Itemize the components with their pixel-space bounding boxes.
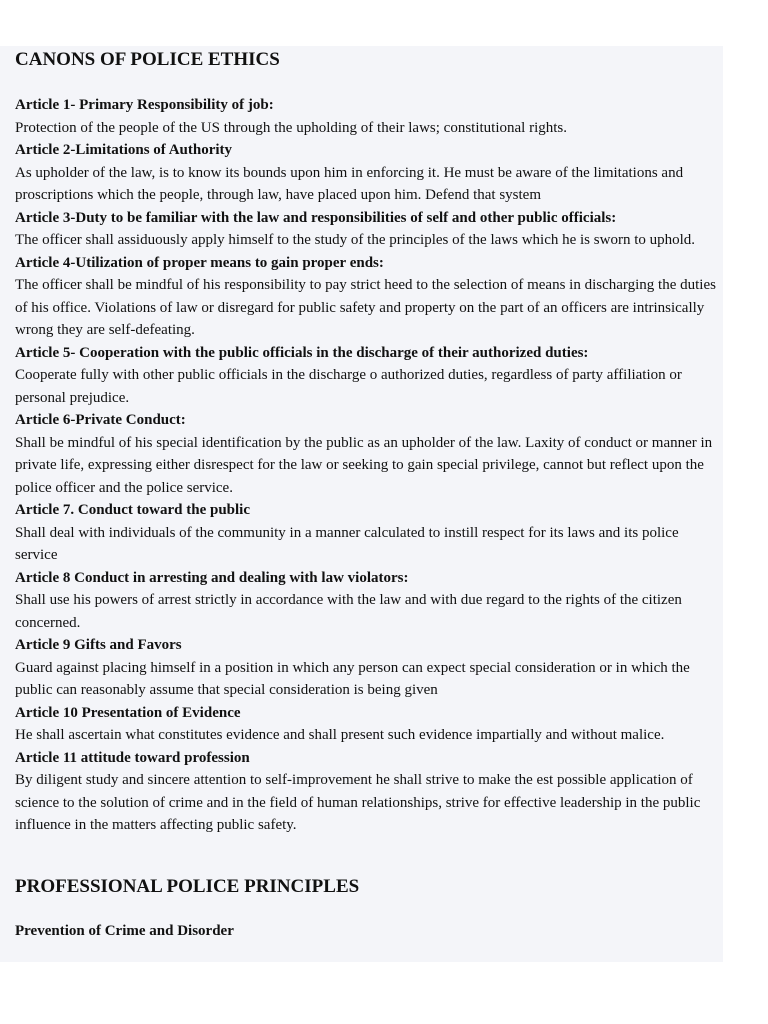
article-11 bbox=[15, 747, 722, 837]
article-8 bbox=[15, 567, 722, 635]
article-title: Article 3-Duty to be familiar with the law and responsibilities of self and other public officials: bbox=[15, 209, 617, 226]
articles-list bbox=[15, 94, 722, 837]
article-title: Article 6-Private Conduct: bbox=[15, 412, 186, 428]
article-9 bbox=[15, 634, 722, 702]
article-title: Article 4-Utilization of proper means to gain proper ends: bbox=[15, 254, 384, 271]
article-body: By diligent study and sincere attention to self-improvement he shall strive to make the est possible application of science to the solution of crime and in the field of human relationships, strive for effective leadership in the public influence in the matters affecting public safety. bbox=[15, 772, 701, 833]
article-body: The officer shall be mindful of his responsibility to pay strict heed to the selection of means in discharging the duties of his office. Violations of law or disregard for public safety and property on the part of an officers are intrinsically wrong they are self-defeating. bbox=[15, 277, 716, 338]
article-body: Guard against placing himself in a position in which any person can expect special consideration or in which the public can reasonably assume that special consideration is being given bbox=[15, 659, 690, 698]
article-title: Article 9 Gifts and Favors bbox=[15, 637, 182, 653]
article-2 bbox=[15, 139, 722, 207]
article-body: Protection of the people of the US through the upholding of their laws; constitutional rights. bbox=[15, 119, 567, 136]
article-body: Shall deal with individuals of the community in a manner calculated to instill respect for its laws and its police service bbox=[15, 524, 679, 563]
article-body: As upholder of the law, is to know its bounds upon him in enforcing it. He must be aware of the limitations and proscriptions which the people, through law, have placed upon him. Defend that system bbox=[15, 164, 684, 203]
article-10 bbox=[15, 702, 722, 747]
section-subheading: Prevention of Crime and Disorder bbox=[15, 922, 234, 939]
article-3 bbox=[15, 207, 722, 252]
article-title: Article 1- Primary Responsibility of job: bbox=[15, 97, 274, 113]
article-title: Article 2-Limitations of Authority bbox=[15, 142, 233, 158]
article-title: Article 11 attitude toward profession bbox=[15, 749, 250, 766]
article-1 bbox=[15, 94, 722, 139]
article-title: Article 7. Conduct toward the public bbox=[15, 502, 250, 518]
article-6 bbox=[15, 409, 722, 499]
page-title: CANONS OF POLICE ETHICS bbox=[15, 49, 280, 70]
section-title: PROFESSIONAL POLICE PRINCIPLES bbox=[15, 875, 360, 897]
article-4 bbox=[15, 252, 722, 342]
document-content bbox=[15, 46, 722, 942]
document-page bbox=[0, 46, 723, 962]
article-title: Article 5- Cooperation with the public officials in the discharge of their authorized duties: bbox=[15, 344, 589, 361]
article-body: Shall use his powers of arrest strictly in accordance with the law and with due regard to the rights of the citizen concerned. bbox=[15, 592, 682, 631]
article-body: Cooperate fully with other public officials in the discharge o authorized duties, regardless of party affiliation or personal prejudice. bbox=[15, 367, 682, 406]
article-body: He shall ascertain what constitutes evidence and shall present such evidence impartially and without malice. bbox=[15, 727, 665, 743]
article-body: The officer shall assiduously apply himself to the study of the principles of the laws which he is sworn to uphold. bbox=[15, 232, 696, 248]
article-title: Article 8 Conduct in arresting and dealing with law violators: bbox=[15, 569, 409, 586]
article-body: Shall be mindful of his special identification by the public as an upholder of the law. Laxity of conduct or manner in private life, expressing either disrespect for the law or seeking to gain special privilege, cannot but reflect upon the police officer and the police service. bbox=[15, 434, 713, 496]
article-title: Article 10 Presentation of Evidence bbox=[15, 704, 241, 721]
article-7 bbox=[15, 499, 722, 567]
article-5 bbox=[15, 342, 722, 410]
